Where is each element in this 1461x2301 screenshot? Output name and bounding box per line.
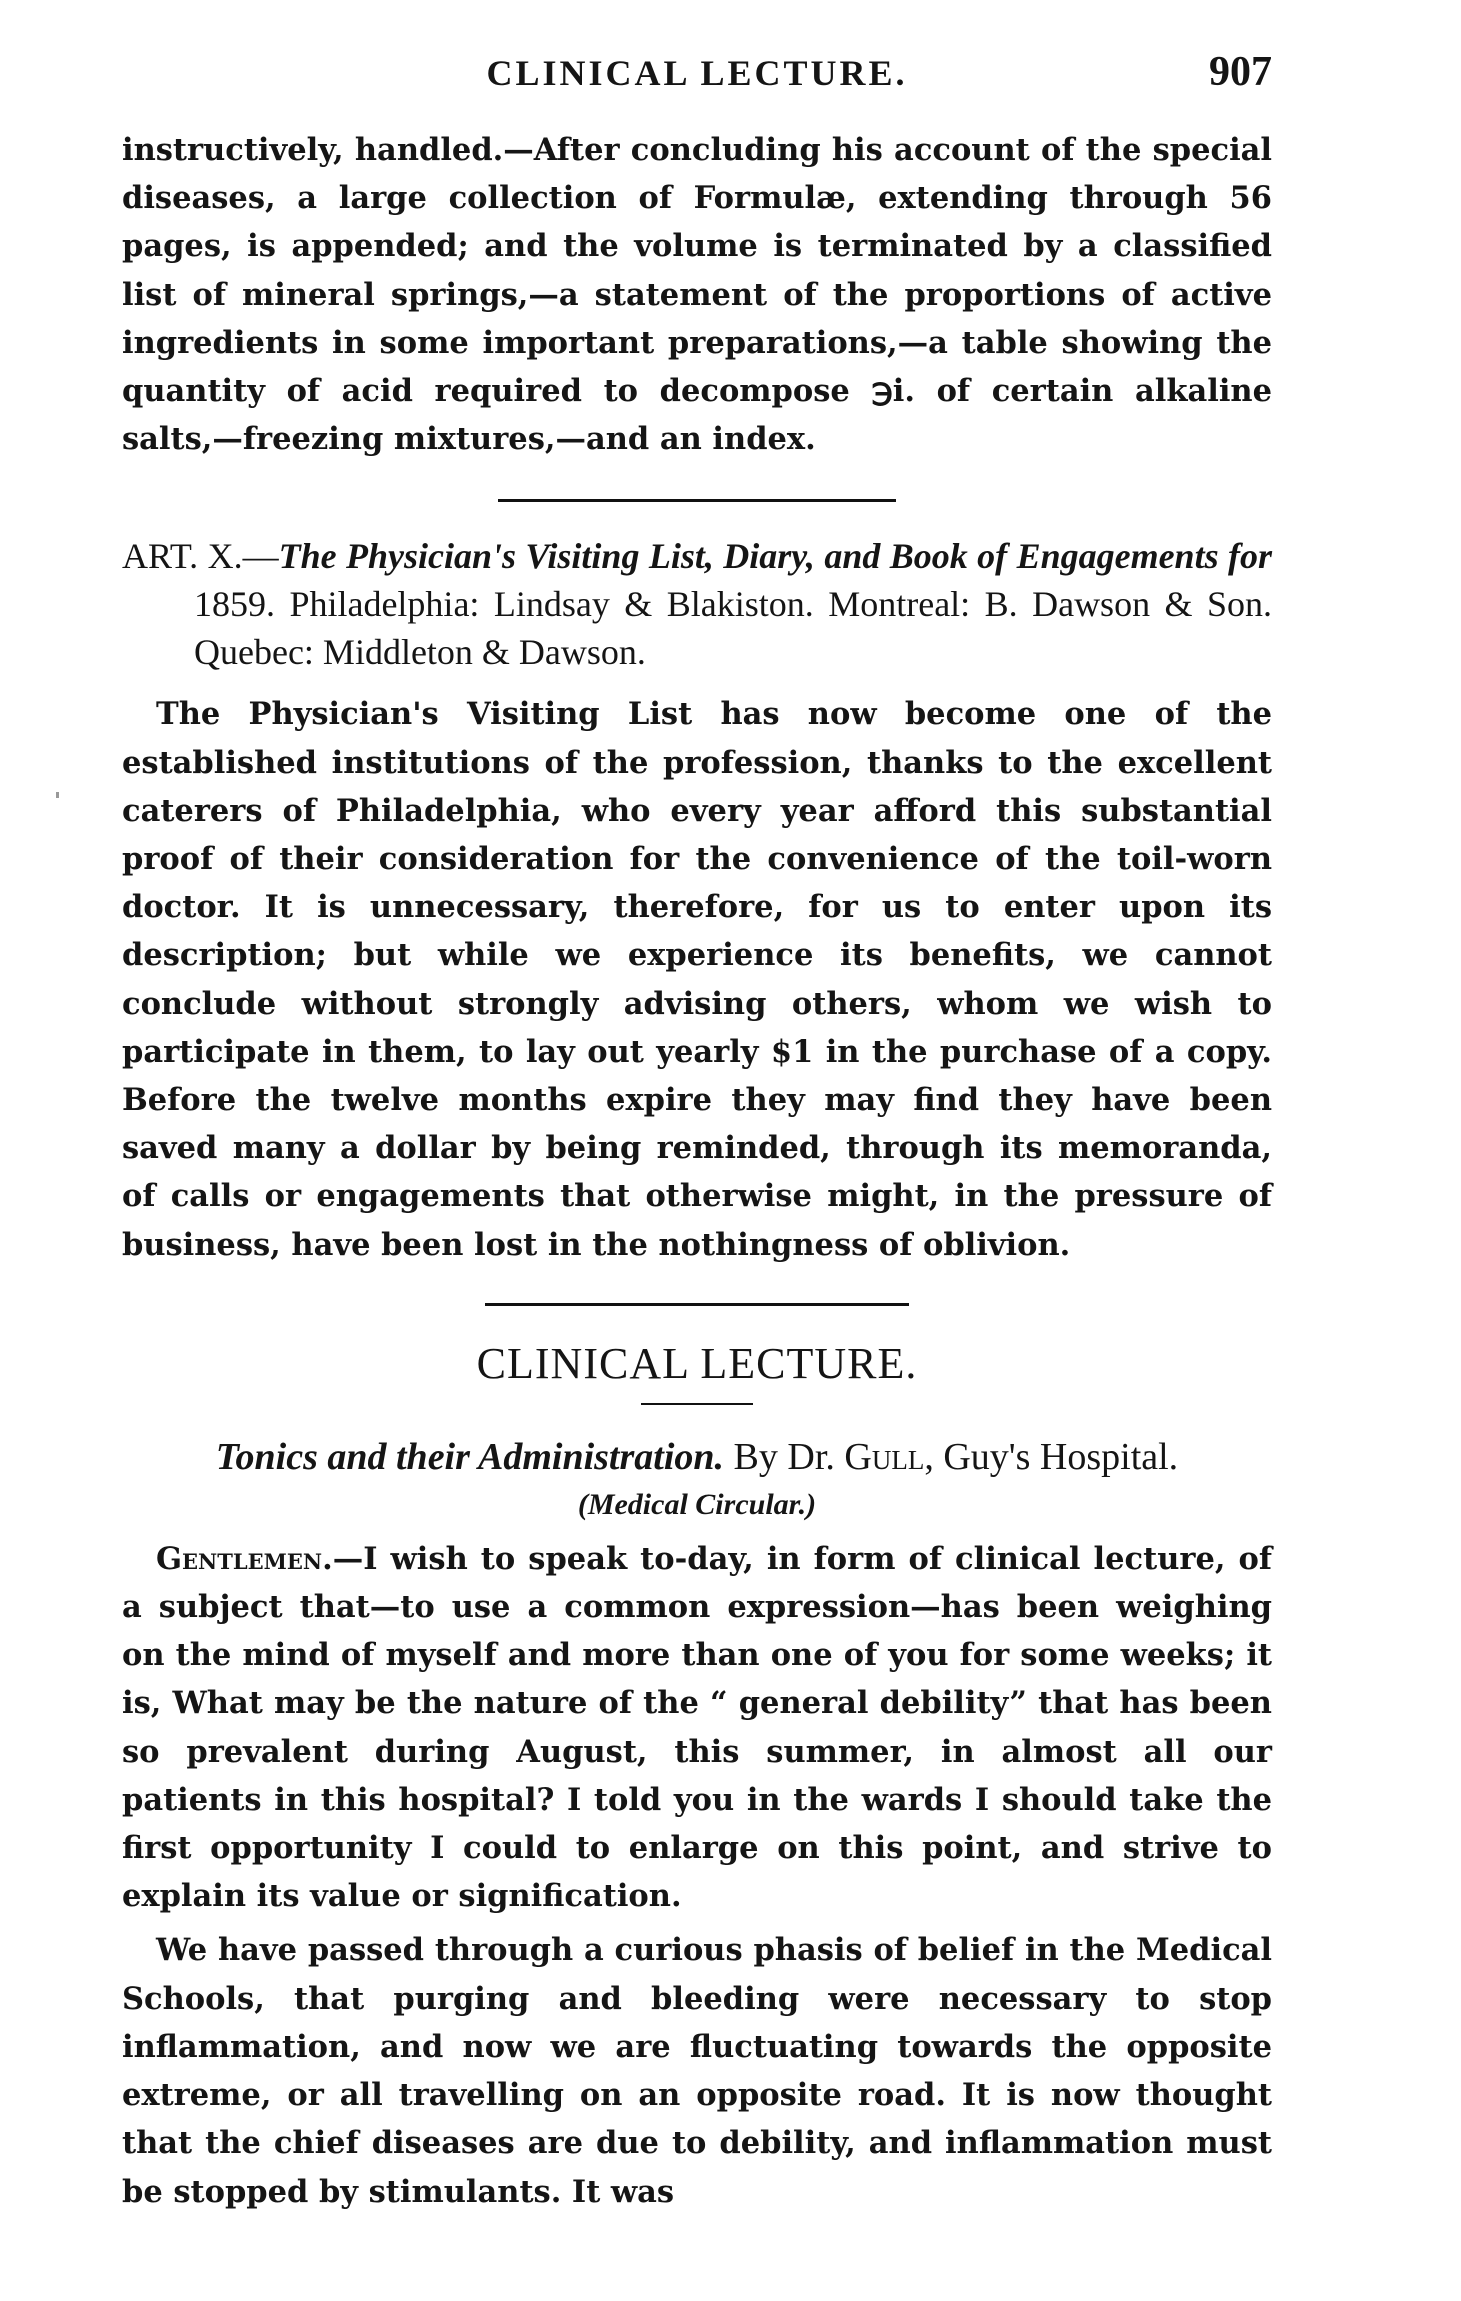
section-divider — [485, 1303, 909, 1306]
article-publishers: Philadelphia: Lindsay & Blakiston. Montreal: B. Dawson & Son. Quebec: Middleton & Dawson. — [194, 584, 1272, 673]
author-affiliation: , Guy's Hospital. — [924, 1435, 1179, 1478]
scan-artifact — [56, 792, 59, 798]
article-label: ART. X. — [122, 536, 243, 577]
section-divider — [498, 499, 896, 502]
article-x-citation — [122, 532, 1272, 676]
section-heading: CLINICAL LECTURE. — [476, 1338, 918, 1388]
author-name: Gull — [844, 1435, 925, 1478]
article-x-body: The Physician's Visiting List has now become one of the established institutions of the profession, thanks to the excellent caterers of Philadelphia, who every year afford this substantial proof of their consideration for the convenience of the toil-worn doctor. It is unnecessary, therefore, for us to enter upon its description; but while we experience its benefits, we cannot conclude without strongly advising others, whom we wish to participate in them, to lay out yearly $1 in the purchase of a copy. Before the twelve months expire they may find they have been saved many a dollar by being reminded, through its memoranda, of calls or engagements that otherwise might, in the pressure of business, have been lost in the nothingness of oblivion. — [122, 696, 1272, 1263]
byline-prefix: By Dr. — [724, 1435, 845, 1478]
page — [122, 48, 1272, 2216]
running-title: CLINICAL LECTURE. — [486, 53, 908, 93]
heading-underline — [641, 1403, 753, 1405]
salutation: Gentlemen. — [156, 1540, 333, 1577]
running-header — [122, 48, 1272, 108]
lecture-paragraph-2: We have passed through a curious phasis of belief in the Medical Schools, that purging and bleeding were necessary to stop inflammation, and now we are fluctuating towards the opposite extreme, or all travelling on an opposite road. It is now thought that the chief diseases are due to debility, and inflammation must be stopped by stimulants. It was — [122, 1932, 1272, 2210]
article-year: 1859. — [194, 584, 275, 625]
lecture-source: (Medical Circular.) — [577, 1487, 817, 1521]
lecture-title: Tonics and their Administration. — [215, 1435, 725, 1478]
article-title: The Physician's Visiting List, Diary, and Book of Engagements for — [278, 536, 1272, 577]
lecture-title-line — [122, 1435, 1272, 1479]
review-conclusion-paragraph: instructively, handled.—After concluding his account of the special diseases, a large collection of Formulæ, extending through 56 pages, is appended; and the volume is terminated by a classified list of mineral springs,—a statement of the proportions of active ingredients in some important preparations,—a table showing the quantity of acid required to decompose ℈i. of certain alkaline salts,—freezing mixtures,—and an index. — [122, 132, 1272, 458]
article-dash: — — [242, 536, 279, 577]
lecture-paragraph-1-text: —I wish to speak to-day, in form of clinical lecture, of a subject that—to use a common expression—has been weighing on the mind of myself and more than one of you for some weeks; it is, What may be the nature of the “ general debility” that has been so prevalent during August, this summer, in almost all our patients in this hospital? I told you in the wards I should take the first opportunity I could to enlarge on this point, and strive to explain its value or signification. — [122, 1540, 1272, 1915]
lecture-paragraph-1 — [122, 1535, 1272, 1921]
page-number: 907 — [1209, 49, 1272, 95]
